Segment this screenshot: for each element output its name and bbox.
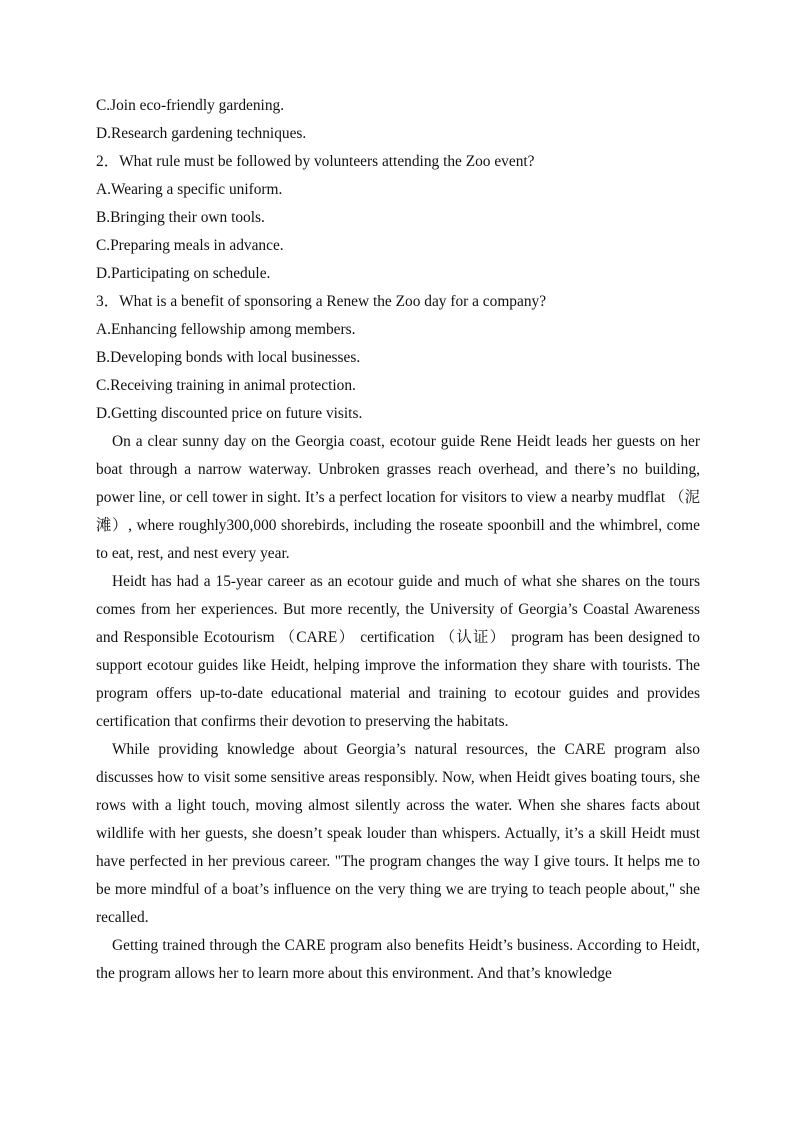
question-3-option-c: C.Receiving training in animal protection.	[96, 377, 356, 394]
passage-paragraph-4: Getting trained through the CARE program also benefits Heidt’s business. According to Heidt, the program allows her to learn more about this environment. And that’s knowledge	[96, 937, 700, 982]
passage-paragraph-1: On a clear sunny day on the Georgia coast, ecotour guide Rene Heidt leads her guests on her boat through a narrow waterway. Unbroken grasses reach overhead, and there’s no building, power line, or cell tower in sight. It’s a perfect location for visitors to view a nearby mudflat （泥滩）, where roughly300,000 shorebirds, including the roseate spoonbill and the whimbrel, come to eat, rest, and nest every year.	[96, 433, 700, 562]
question-2-option-a: A.Wearing a specific uniform.	[96, 181, 283, 198]
question-3-option-a: A.Enhancing fellowship among members.	[96, 321, 356, 338]
question-2-prompt: 2．What rule must be followed by volunteers attending the Zoo event?	[96, 153, 535, 170]
option-c-q1: C.Join eco-friendly gardening.	[96, 97, 285, 114]
document-page	[96, 92, 700, 988]
question-2-option-c: C.Preparing meals in advance.	[96, 237, 284, 254]
question-3-prompt: 3．What is a benefit of sponsoring a Renew the Zoo day for a company?	[96, 293, 547, 310]
passage-paragraph-3: While providing knowledge about Georgia’s natural resources, the CARE program also discusses how to visit some sensitive areas responsibly. Now, when Heidt gives boating tours, she rows with a light touch, moving almost silently across the water. When she shares facts about wildlife with her guests, she doesn’t speak louder than whispers. Actually, it’s a skill Heidt must have perfected in her previous career. "The program changes the way I give tours. It helps me to be more mindful of a boat’s influence on the very thing we are trying to teach people about," she recalled.	[96, 741, 700, 926]
passage-paragraph-2: Heidt has had a 15-year career as an ecotour guide and much of what she shares on the tours comes from her experiences. But more recently, the University of Georgia’s Coastal Awareness and Responsible Ecotourism （CARE） certification （认证） program has been designed to support ecotour guides like Heidt, helping improve the information they share with tourists. The program offers up-to-date educational material and training to ecotour guides and provides certification that confirms their devotion to preserving the habitats.	[96, 573, 700, 730]
option-d-q1: D.Research gardening techniques.	[96, 125, 307, 142]
question-3-option-b: B.Developing bonds with local businesses.	[96, 349, 361, 366]
question-2-option-d: D.Participating on schedule.	[96, 265, 271, 282]
question-2-option-b: B.Bringing their own tools.	[96, 209, 265, 226]
question-3-option-d: D.Getting discounted price on future visits.	[96, 405, 363, 422]
